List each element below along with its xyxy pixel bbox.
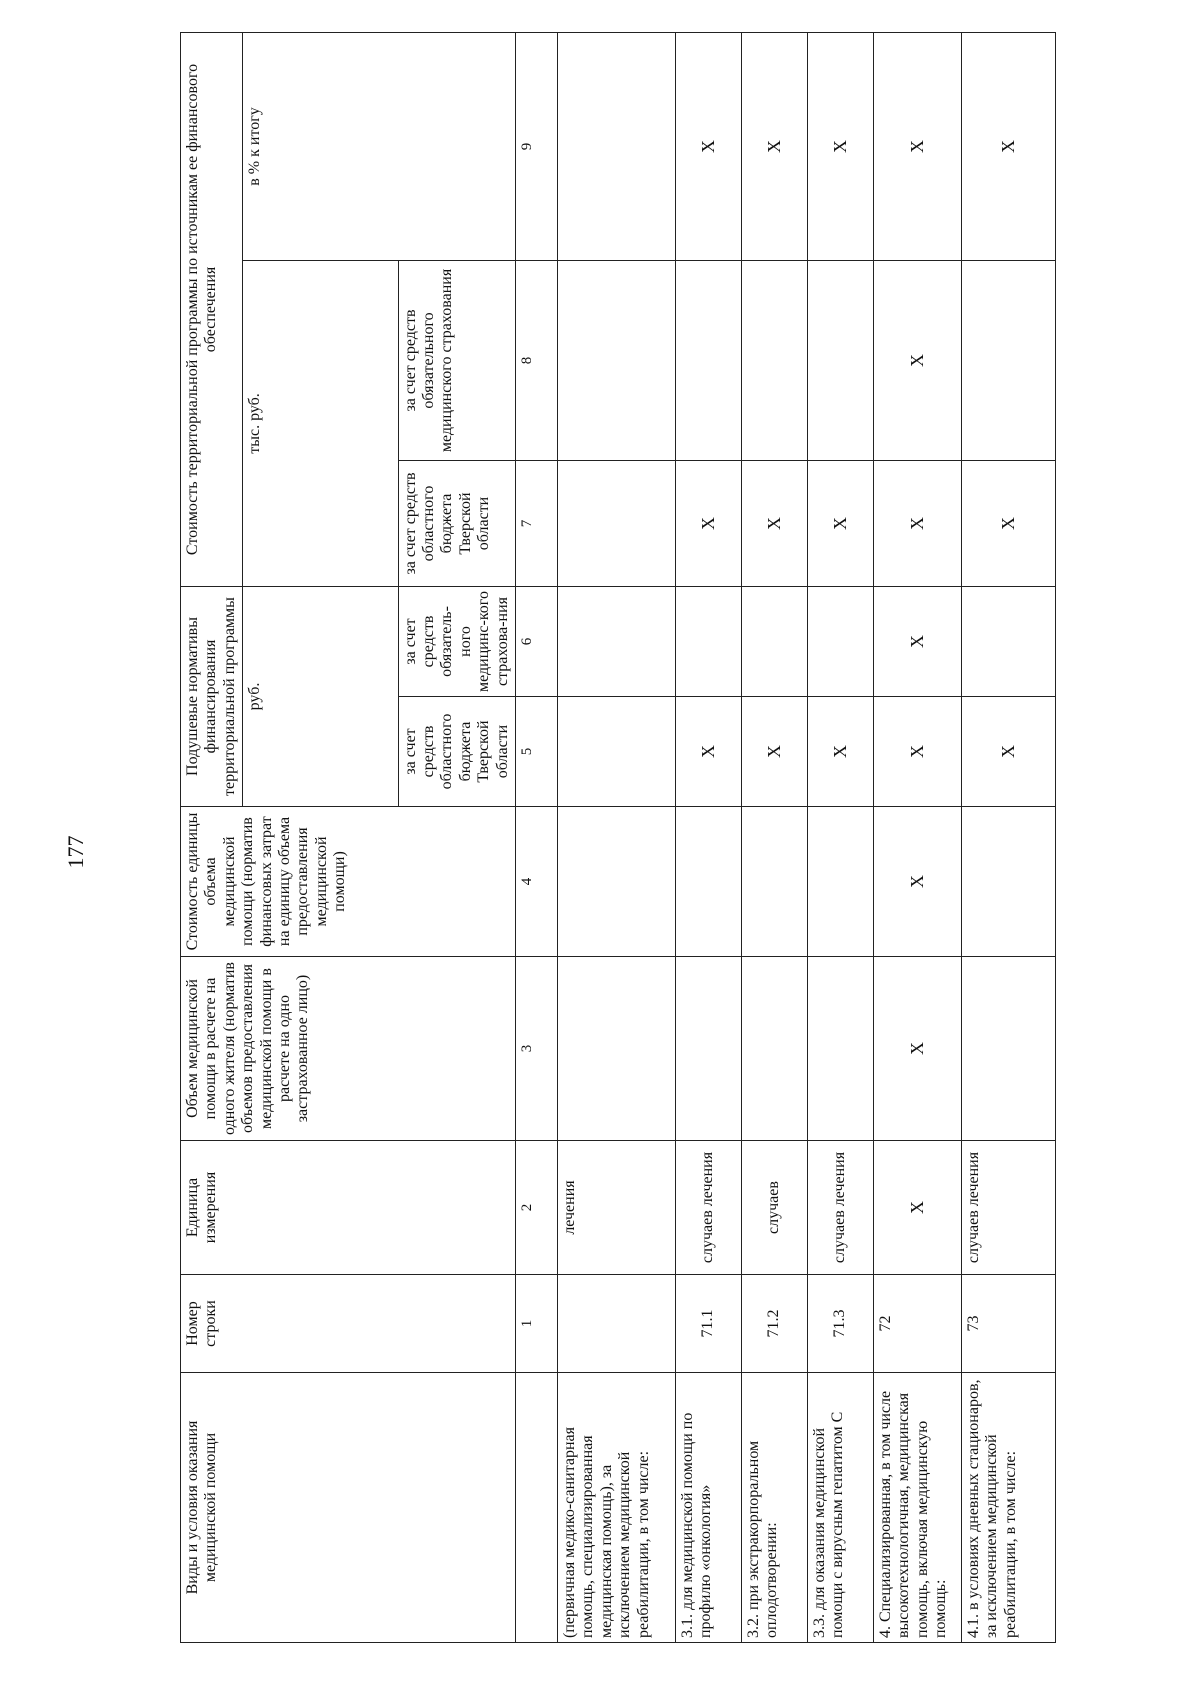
header-unit-cost: Стоимость единицы объема медицинской помощи (норматив финансовых затрат на единицу объема предоставления медицинской помощи) [181, 807, 516, 957]
table-row [742, 32, 808, 1642]
table-row [558, 32, 676, 1642]
table-row [676, 32, 742, 1642]
row-unit: случаев лечения [676, 1141, 742, 1275]
col-number: 3 [516, 957, 558, 1141]
row-volume [676, 957, 742, 1141]
row-unit-cost: X [874, 807, 962, 957]
row-percent: X [874, 32, 962, 260]
row-budget-cost: X [742, 460, 808, 586]
col-number: 5 [516, 697, 558, 807]
row-oms-per-capita: X [874, 586, 962, 696]
row-budget-cost: X [676, 460, 742, 586]
row-line-number [558, 1275, 676, 1373]
row-percent: X [742, 32, 808, 260]
row-label: 3.3. для оказания медицинской помощи с вирусным гепатитом С [808, 1373, 874, 1643]
row-volume [742, 957, 808, 1141]
row-oms-cost [558, 260, 676, 460]
header-kinds: Виды и условия оказания медицинской помощи [181, 1373, 516, 1643]
table-row [808, 32, 874, 1642]
header-budget-cost: за счет средств областного бюджета Тверской области [398, 460, 515, 586]
row-budget-per-capita: X [874, 697, 962, 807]
row-unit-cost [962, 807, 1056, 957]
financing-table [180, 32, 1056, 1643]
row-unit: случаев лечения [808, 1141, 874, 1275]
header-per-capita-unit: руб. [243, 586, 398, 806]
row-budget-cost [558, 460, 676, 586]
row-budget-cost: X [962, 460, 1056, 586]
row-label: (первичная медико-санитарная помощь, специализированная медицинская помощь), за исключением медицинской реабилитации, в том числе: [558, 1373, 676, 1643]
col-number: 7 [516, 460, 558, 586]
col-number: 6 [516, 586, 558, 696]
row-oms-per-capita [558, 586, 676, 696]
header-per-capita-group: Подушевые нормативы финансирования территориальной программы [181, 586, 243, 806]
col-number: 2 [516, 1141, 558, 1275]
row-unit: случаев [742, 1141, 808, 1275]
row-line-number: 73 [962, 1275, 1056, 1373]
row-percent [558, 32, 676, 260]
header-cost-group: Стоимость территориальной программы по источникам ее финансового обеспечения [181, 32, 243, 586]
header-unit: Единица измерения [181, 1141, 516, 1275]
row-unit: случаев лечения [962, 1141, 1056, 1275]
table-row [874, 32, 962, 1642]
row-volume [808, 957, 874, 1141]
header-volume: Объем медицинской помощи в расчете на одного жителя (норматив объемов предоставления медицинской помощи в расчете на одно застрахованное лицо) [181, 957, 516, 1141]
row-line-number: 71.2 [742, 1275, 808, 1373]
row-unit: лечения [558, 1141, 676, 1275]
row-volume [558, 957, 676, 1141]
row-label: 4.1. в условиях дневных стационаров, за исключением медицинской реабилитации, в том числе: [962, 1373, 1056, 1643]
row-budget-per-capita [558, 697, 676, 807]
row-oms-cost [808, 260, 874, 460]
header-cost-unit: тыс. руб. [243, 260, 398, 586]
col-number: 8 [516, 260, 558, 460]
row-label: 3.1. для медицинской помощи по профилю «онкология» [676, 1373, 742, 1643]
row-budget-per-capita: X [676, 697, 742, 807]
row-line-number: 71.1 [676, 1275, 742, 1373]
row-oms-per-capita [962, 586, 1056, 696]
row-unit-cost [808, 807, 874, 957]
row-oms-cost [742, 260, 808, 460]
row-oms-cost [962, 260, 1056, 460]
row-label: 3.2. при экстракорпоральном оплодотворении: [742, 1373, 808, 1643]
row-volume: X [874, 957, 962, 1141]
row-unit-cost [676, 807, 742, 957]
row-label: 4. Специализированная, в том числе высокотехнологичная, медицинская помощь, включая медицинскую помощь: [874, 1373, 962, 1643]
header-oms-per-capita: за счет средств обязатель-ного медицинс-кого страхова-ния [398, 586, 515, 696]
row-oms-per-capita [742, 586, 808, 696]
row-budget-per-capita: X [962, 697, 1056, 807]
page-number: 177 [63, 835, 88, 869]
row-unit-cost [742, 807, 808, 957]
row-oms-cost: X [874, 260, 962, 460]
header-oms-cost: за счет средств обязательного медицинского страхования [398, 260, 515, 460]
row-budget-cost: X [808, 460, 874, 586]
table-row [962, 32, 1056, 1642]
col-number: 1 [516, 1275, 558, 1373]
row-budget-per-capita: X [742, 697, 808, 807]
header-budget-per-capita: за счет средств областного бюджета Тверской области [398, 697, 515, 807]
row-oms-cost [676, 260, 742, 460]
row-oms-per-capita [808, 586, 874, 696]
rotated-table-wrapper [180, 33, 1200, 1643]
row-unit-cost [558, 807, 676, 957]
row-oms-per-capita [676, 586, 742, 696]
row-percent: X [962, 32, 1056, 260]
row-percent: X [676, 32, 742, 260]
row-budget-per-capita: X [808, 697, 874, 807]
header-line-number: Номер строки [181, 1275, 516, 1373]
row-budget-cost: X [874, 460, 962, 586]
header-percent: в % к итогу [243, 32, 516, 260]
col-number [516, 1373, 558, 1643]
row-percent: X [808, 32, 874, 260]
row-line-number: 72 [874, 1275, 962, 1373]
row-unit: X [874, 1141, 962, 1275]
col-number: 9 [516, 32, 558, 260]
row-volume [962, 957, 1056, 1141]
col-number: 4 [516, 807, 558, 957]
row-line-number: 71.3 [808, 1275, 874, 1373]
